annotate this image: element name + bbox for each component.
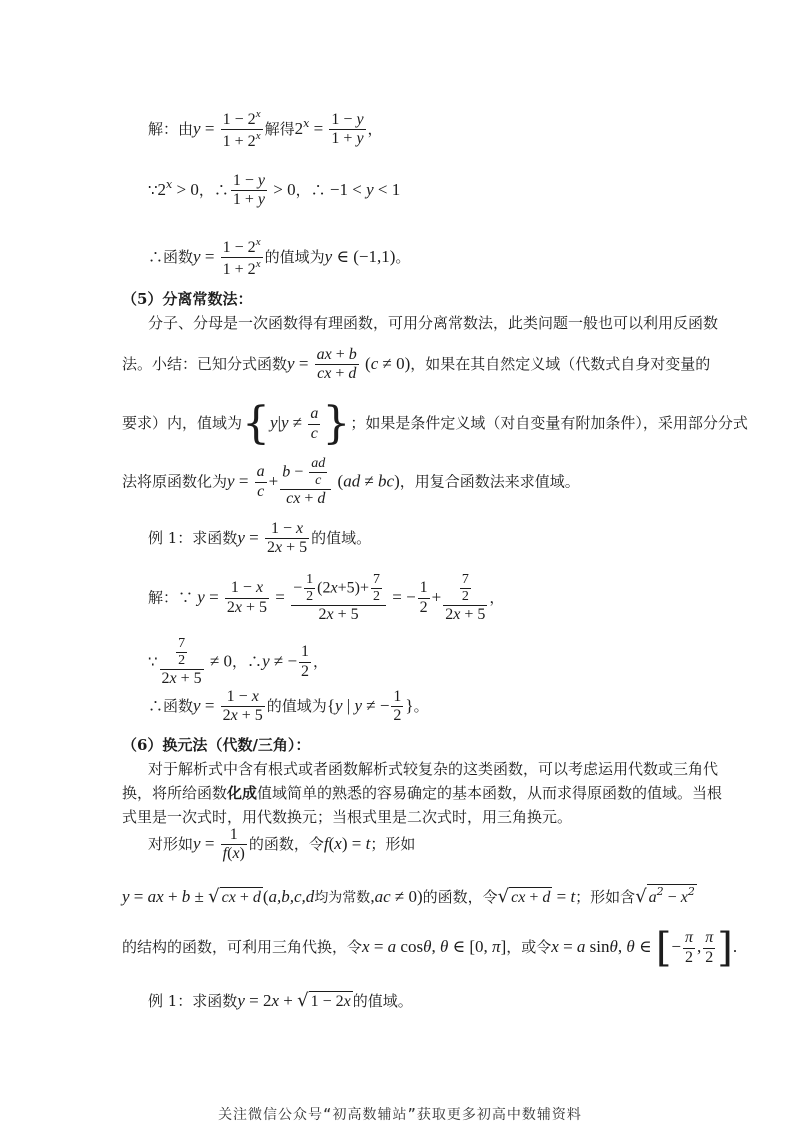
substitution-form-2: y = ax + b ± √ cx + d (a,b,c,d均为常数,ac ≠ 0)的函数，令√ cx + d = t；形如含√ $a^2 - x^2$ [122, 885, 695, 907]
text: 均为常数 [314, 890, 371, 906]
text: 换，将所给函数 [122, 784, 228, 802]
example-1-result: ∴函数y = $\frac{1 - x}{2x + 5}$ 的值域为{y | y ≠ − $\frac{1}{2}$ }。 [148, 688, 429, 725]
text: ∵ [148, 180, 158, 199]
text: ，或令 [506, 938, 552, 956]
section-5-paragraph-4: 法将原函数化为y = $\frac{a}{c}$ + b − $\frac{ad}{c}$ cx + d (ad ≠ bc)，用复合函数法来求值域。 [122, 456, 580, 508]
example-1: 例 1：求函数y = $\frac{1 - x}{2x + 5}$ 的值域。 [148, 520, 372, 557]
footer-note: 关注微信公众号“初高数辅站”获取更多初高中数辅资料 [218, 1107, 582, 1123]
text: 的值域为 [266, 696, 327, 715]
text: ∴ [247, 652, 263, 671]
section-6-title: （6）换元法（代数/三角）： [122, 736, 311, 754]
substitution-form-3: 的结构的函数，可利用三角代换，令x = a cosθ, θ ∈ [0, π]，或令x = a sinθ, θ ∈ [− $\frac{\pi}{2}$ , $\frac{\pi}{2}$ ]. [122, 925, 738, 971]
text: 解：由 [148, 119, 194, 138]
text: ∴函数 [148, 247, 194, 266]
text: 的值域为 [264, 247, 325, 266]
bold-text: 化成 [227, 784, 258, 802]
example-1-step-2: ∵ $\frac{\frac{7}{2}}{2x + 5}$ ≠ 0，∴y ≠ − $\frac{1}{2}$ ， [148, 636, 329, 688]
text: ∴函数 [148, 696, 194, 715]
text: ∵ [148, 652, 158, 671]
fraction: $\frac{a}{c}$ [310, 405, 319, 442]
text: ，用复合函数法来求值域。 [399, 472, 580, 491]
text: 解得 [264, 119, 295, 138]
text: 例 1：求函数 [148, 528, 238, 547]
solution-line-3: ∴函数y = $\frac{1 - 2^x}{1 + 2^x}$ 的值域为y ∈ (−1,1)。 [148, 236, 411, 279]
solution-line-2: $\because 2^x > 0$，∴ $\frac{1 - y}{1 + y}$ > 0，∴ −1 < y < 1 [148, 172, 401, 209]
fraction: $\frac{ax + b}{cx + d}$ [316, 346, 357, 383]
fraction: $\frac{1 - 2^x}{1 + 2^x}$ [222, 108, 261, 151]
fraction: b − $\frac{ad}{c}$ cx + d [280, 456, 331, 509]
fraction: $\frac{1 - x}{2x + 5}$ [266, 520, 308, 557]
section-5-paragraph-3: 要求）内，值域为{y|y ≠ $\frac{a}{c}$ }；如果是条件定义域（对自变量有附加条件），采用部分分式 [122, 398, 748, 449]
text: 解：∵ [148, 588, 194, 607]
text: ；形如 [370, 834, 416, 853]
text: 的函数，令 [248, 834, 324, 853]
section-6-paragraph-2 [122, 782, 722, 803]
section-6-paragraph-1: 对于解析式中含有根式或者函数解析式较复杂的这类函数，可以考虑运用代数或三角代 [148, 760, 719, 778]
text: 法。小结：已知分式函数 [122, 354, 288, 373]
text: 的函数，令 [422, 888, 498, 906]
text: 对形如 [148, 834, 194, 853]
section-5-paragraph-1: 分子、分母是一次函数得有理函数，可用分离常数法，此类问题一般也可以利用反函数 [148, 314, 719, 332]
fraction: $\frac{1 - y}{1 + y}$ [331, 111, 364, 148]
text: ，如果在其自然定义域（代数式自身对变量的 [410, 354, 711, 373]
substitution-form-1: 对形如y = $\frac{1}{f(x)}$ 的函数，令f(x) = t；形如 [148, 826, 416, 863]
text: 法将原函数化为 [122, 472, 228, 491]
text: 例 1：求函数 [148, 992, 238, 1010]
text: 的值域。 [311, 528, 372, 547]
text: ；如果是条件定义域（对自变量有附加条件），采用部分分式 [350, 414, 748, 432]
example-2: 例 1：求函数y = 2x + √ 1 − 2x 的值域。 [148, 990, 413, 1011]
fraction: $\frac{1 - 2^x}{1 + 2^x}$ [222, 236, 261, 279]
section-6-paragraph-3: 式里是一次式时，用代数换元；当根式里是二次式时，用三角换元。 [122, 808, 573, 826]
section-5-paragraph-2: 法。小结：已知分式函数y = $\frac{ax + b}{cx + d}$ (c ≠ 0)，如果在其自然定义域（代数式自身对变量的 [122, 346, 711, 383]
section-5-title: （5）分离常数法： [122, 290, 253, 308]
example-1-solution: 解：∵ y = $\frac{1 - x}{2x + 5}$ = − $\frac{1}{2}$ (2x+5)+ $\frac{7}{2}$ 2x + 5 = − $\frac{1}{2}$ + $\frac{\frac{7}{2}}{2x + 5}$ ， [148, 572, 505, 624]
text: 的结构的函数，可利用三角代换，令 [122, 938, 363, 956]
text: 的值域。 [352, 992, 413, 1010]
text: 值域简单的熟悉的容易确定的基本函数，从而求得原函数的值域。当根 [257, 784, 723, 802]
text: ；形如含 [575, 888, 636, 906]
solution-line-1: 解：由y = $\frac{1 - 2^x}{1 + 2^x}$ 解得$2^x$ = $\frac{1 - y}{1 + y}$ ， [148, 108, 383, 151]
fraction: $\frac{a}{c}$ [256, 463, 265, 500]
fraction: $\frac{1 - y}{1 + y}$ [232, 172, 266, 209]
text: 要求）内，值域为 [122, 414, 243, 432]
